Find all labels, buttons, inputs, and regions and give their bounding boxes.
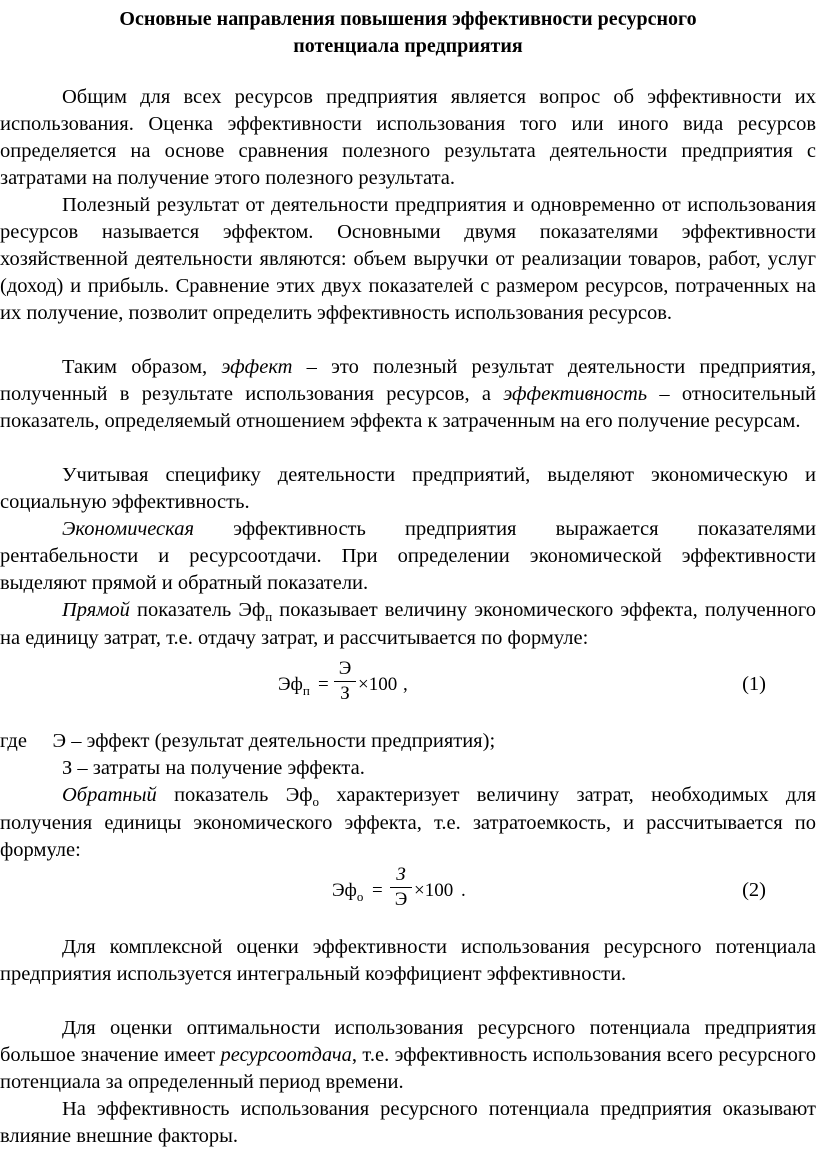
paragraph-3: Таким образом, эффект – это полезный результат деятельности предприятия, полученный в результате использования ресурсов, а эффективность – относительный показатель, определяемый отношением эффекта к затраченным на его получение ресурсам. (0, 356, 816, 432)
document-title (0, 6, 816, 60)
where-line-1: где Э – эффект (результат деятельности предприятия); (0, 730, 496, 752)
formula-1: $Эф_п$ = Э З ×100 , (1) (278, 658, 766, 704)
formula-1-number: (1) (742, 673, 766, 695)
where-line-2: З – затраты на получение эффекта. (62, 757, 365, 779)
paragraph-1: Общим для всех ресурсов предприятия является вопрос об эффективности их использования. Оценка эффективности использования того или иного вида ресурсов определяется на основе сравнения полезного результата деятельности предприятия с затратами на получение этого полезного результата. (0, 86, 816, 189)
formula-2: $Эф_о$ = З Э ×100 . (2) (332, 864, 766, 910)
paragraph-10: На эффективность использования ресурсного потенциала предприятия оказывают влияние внешние факторы. (0, 1098, 816, 1147)
paragraph-4: Учитывая специфику деятельности предприятий, выделяют экономическую и социальную эффективность. (0, 464, 816, 513)
term-efficiency: эффективность (503, 383, 648, 405)
paragraph-9: Для оценки оптимальности использования ресурсного потенциала предприятия большое значение имеет ресурсоотдача, т.е. эффективность использования всего ресурсного потенциала за определенный период времени. (0, 1017, 816, 1093)
term-inverse: Обратный (62, 784, 157, 806)
term-resource-return: ресурсоотдача (220, 1044, 352, 1066)
term-effect: эффект (221, 356, 293, 378)
formula-2-number: (2) (742, 879, 766, 901)
paragraph-5: Экономическая эффективность предприятия выражается показателями рентабельности и ресурсоотдачи. При определении экономической эффективности выделяют прямой и обратный показатели. (0, 518, 816, 594)
term-economic: Экономическая (62, 518, 195, 540)
paragraph-8: Для комплексной оценки эффективности использования ресурсного потенциала предприятия используется интегральный коэффициент эффективности. (0, 936, 816, 985)
paragraph-2: Полезный результат от деятельности предприятия и одновременно от использования ресурсов называется эффектом. Основными двумя показателями эффективности хозяйственной деятельности являются: объем выручки от реализации товаров, работ, услуг (доход) и прибыль. Сравнение этих двух показателей с размером ресурсов, потраченных на их получение, позволит определить эффективность использования ресурсов. (0, 194, 816, 324)
term-direct: Прямой (62, 599, 130, 621)
formula-1-fraction: Э З (334, 658, 356, 705)
title-line-1: Основные направления повышения эффективности ресурсного (119, 8, 697, 30)
title-line-2: потенциала предприятия (293, 35, 523, 57)
formula-2-fraction: З Э (390, 864, 412, 911)
paragraph-7: Обратный показатель $Эф_о$ характеризует величину затрат, необходимых для получения единицы экономического эффекта, т.е. затратоемкость, и рассчитывается по формуле: (0, 784, 816, 861)
paragraph-6: Прямой показатель $Эф_п$ показывает величину экономического эффекта, полученного на единицу затрат, т.е. отдачу затрат, и рассчитывается по формуле: (0, 599, 816, 649)
